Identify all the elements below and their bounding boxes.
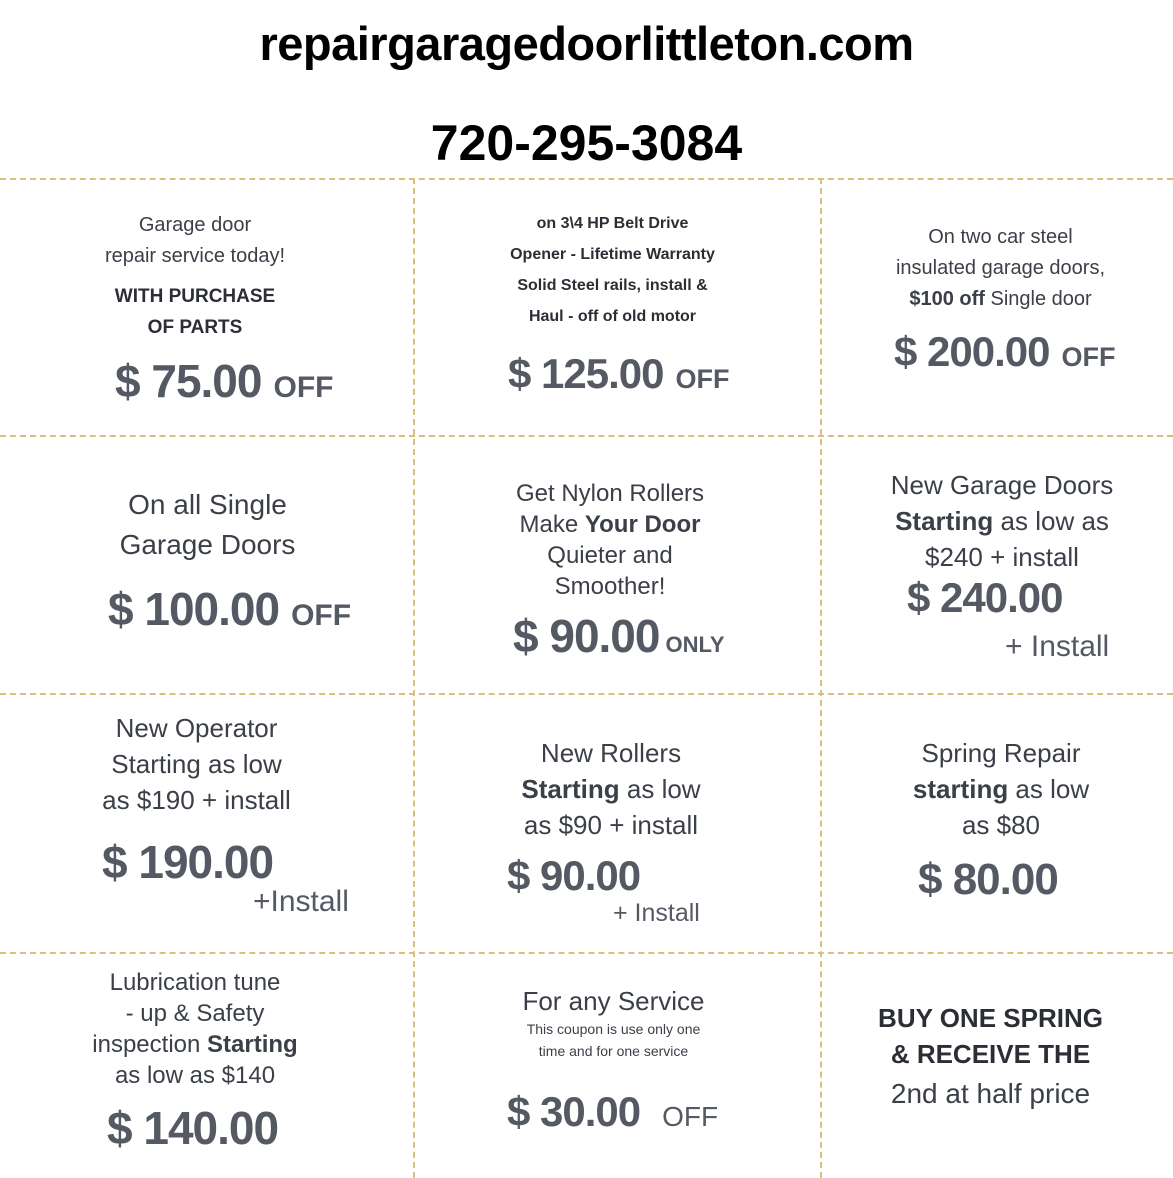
coupon-text xyxy=(0,1029,390,1060)
coupon-text: inspection xyxy=(92,1031,208,1058)
phone-number[interactable]: 720-295-3084 xyxy=(430,115,743,171)
price-value: $ 190.00 xyxy=(102,836,274,888)
coupon-text: Opener - Lifetime Warranty xyxy=(510,246,715,263)
price-value: $ 100.00 xyxy=(108,583,280,635)
coupon-price xyxy=(107,1101,278,1155)
coupon-text: as low xyxy=(619,774,701,804)
price-value: $ 80.00 xyxy=(918,855,1058,904)
coupon-text-bold: Your Door xyxy=(584,511,701,538)
coupon-text: Lubrication tune xyxy=(109,969,281,996)
coupon-text: On all Single xyxy=(128,489,287,520)
install-note: + Install xyxy=(613,899,700,927)
coupon-text: on 3\4 HP Belt Drive xyxy=(536,215,689,232)
coupon-buy-one-spring[interactable] xyxy=(822,954,1173,1178)
price-suffix: OFF xyxy=(662,1101,719,1132)
price-value: $ 240.00 xyxy=(907,574,1063,621)
coupon-text: For any Service xyxy=(522,986,705,1016)
coupon-any-service[interactable] xyxy=(415,954,820,1178)
coupon-text: This coupon is use only one xyxy=(526,1021,701,1037)
coupon-text: as $90 + install xyxy=(523,810,699,840)
coupon-text: as $80 xyxy=(961,810,1041,840)
coupon-new-operator[interactable] xyxy=(0,695,413,952)
coupon-text xyxy=(822,503,1173,539)
coupon-text: OF PARTS xyxy=(147,317,243,338)
coupon-text xyxy=(415,509,805,540)
coupon-text: time and for one service xyxy=(538,1043,689,1059)
coupon-new-garage-doors[interactable] xyxy=(822,437,1173,693)
coupon-lubrication-tune-up[interactable] xyxy=(0,954,413,1178)
coupon-text: repair service today! xyxy=(104,245,286,267)
price-value: $ 75.00 xyxy=(115,355,262,407)
coupon-text: New Garage Doors xyxy=(890,470,1114,500)
price-suffix: OFF xyxy=(675,364,730,394)
coupon-repair-service[interactable] xyxy=(0,178,413,435)
install-note: + Install xyxy=(1005,630,1110,663)
coupon-text: 2nd at half price xyxy=(890,1078,1091,1109)
coupon-text: Garage Doors xyxy=(119,529,296,560)
price-suffix: ONLY xyxy=(665,632,725,657)
coupon-grid xyxy=(0,178,1173,1178)
coupon-price xyxy=(507,1088,718,1136)
price-value: $ 90.00 xyxy=(513,610,660,662)
site-url[interactable]: repairgaragedoorlittleton.com xyxy=(259,17,914,70)
coupon-price xyxy=(507,852,640,900)
coupon-text: Get Nylon Rollers xyxy=(515,480,705,507)
coupon-belt-drive-opener[interactable] xyxy=(415,178,820,435)
coupon-text: as low xyxy=(1008,774,1090,804)
coupon-price xyxy=(894,328,1116,376)
coupon-single-garage-doors[interactable] xyxy=(0,437,413,693)
coupon-text xyxy=(415,771,807,807)
coupon-text: On two car steel xyxy=(928,226,1073,248)
coupon-text: Quieter and xyxy=(547,542,673,569)
coupon-text: Smoother! xyxy=(554,573,666,600)
price-value: $ 90.00 xyxy=(507,852,641,899)
coupon-nylon-rollers[interactable] xyxy=(415,437,820,693)
price-value: $ 125.00 xyxy=(508,350,664,397)
coupon-text: Make xyxy=(519,511,585,538)
price-value: $ 30.00 xyxy=(507,1088,641,1135)
coupon-price xyxy=(918,855,1058,905)
coupon-text: Starting as low xyxy=(111,749,282,779)
coupon-text: BUY ONE SPRING xyxy=(878,1003,1103,1033)
coupon-price xyxy=(513,609,725,663)
price-suffix: OFF xyxy=(1061,342,1116,372)
coupon-price xyxy=(907,574,1063,622)
coupon-text: New Rollers xyxy=(540,738,682,768)
coupon-text: - up & Safety xyxy=(125,1000,265,1027)
coupon-spring-repair[interactable] xyxy=(822,695,1173,952)
coupon-text: New Operator xyxy=(115,713,278,743)
coupon-price xyxy=(108,582,351,636)
coupon-text: Haul - off of old motor xyxy=(528,308,697,325)
price-suffix: OFF xyxy=(291,599,352,632)
coupon-text-bold: Starting xyxy=(207,1031,298,1058)
coupon-steel-insulated-doors[interactable] xyxy=(822,178,1173,435)
price-suffix: OFF xyxy=(273,371,334,404)
coupon-text: Single door xyxy=(984,288,1092,310)
coupon-text: Spring Repair xyxy=(921,738,1081,768)
install-note: +Install xyxy=(253,885,349,918)
coupon-text: WITH PURCHASE xyxy=(114,286,276,307)
price-value: $ 200.00 xyxy=(894,328,1050,375)
coupon-text xyxy=(822,284,1173,315)
coupon-text: Garage door xyxy=(138,214,252,236)
coupon-text: insulated garage doors, xyxy=(895,257,1106,279)
coupon-text-bold: Starting xyxy=(521,774,620,804)
coupon-text-bold: starting xyxy=(912,774,1009,804)
coupon-text: as low as $140 xyxy=(114,1062,276,1089)
coupon-new-rollers[interactable] xyxy=(415,695,820,952)
coupon-text-bold: Starting xyxy=(895,506,994,536)
coupon-text: Solid Steel rails, install & xyxy=(517,277,708,294)
header xyxy=(0,0,1173,178)
coupon-text: & RECEIVE THE xyxy=(890,1039,1091,1069)
coupon-price xyxy=(102,835,273,889)
coupon-text-bold: $100 off xyxy=(909,288,985,310)
coupon-text xyxy=(822,771,1173,807)
coupon-price xyxy=(508,350,730,398)
coupon-price xyxy=(115,354,333,408)
coupon-text: as low as xyxy=(993,506,1109,536)
coupon-text: $240 + install xyxy=(925,542,1079,572)
price-value: $ 140.00 xyxy=(107,1102,279,1154)
coupon-text: as $190 + install xyxy=(102,785,291,815)
